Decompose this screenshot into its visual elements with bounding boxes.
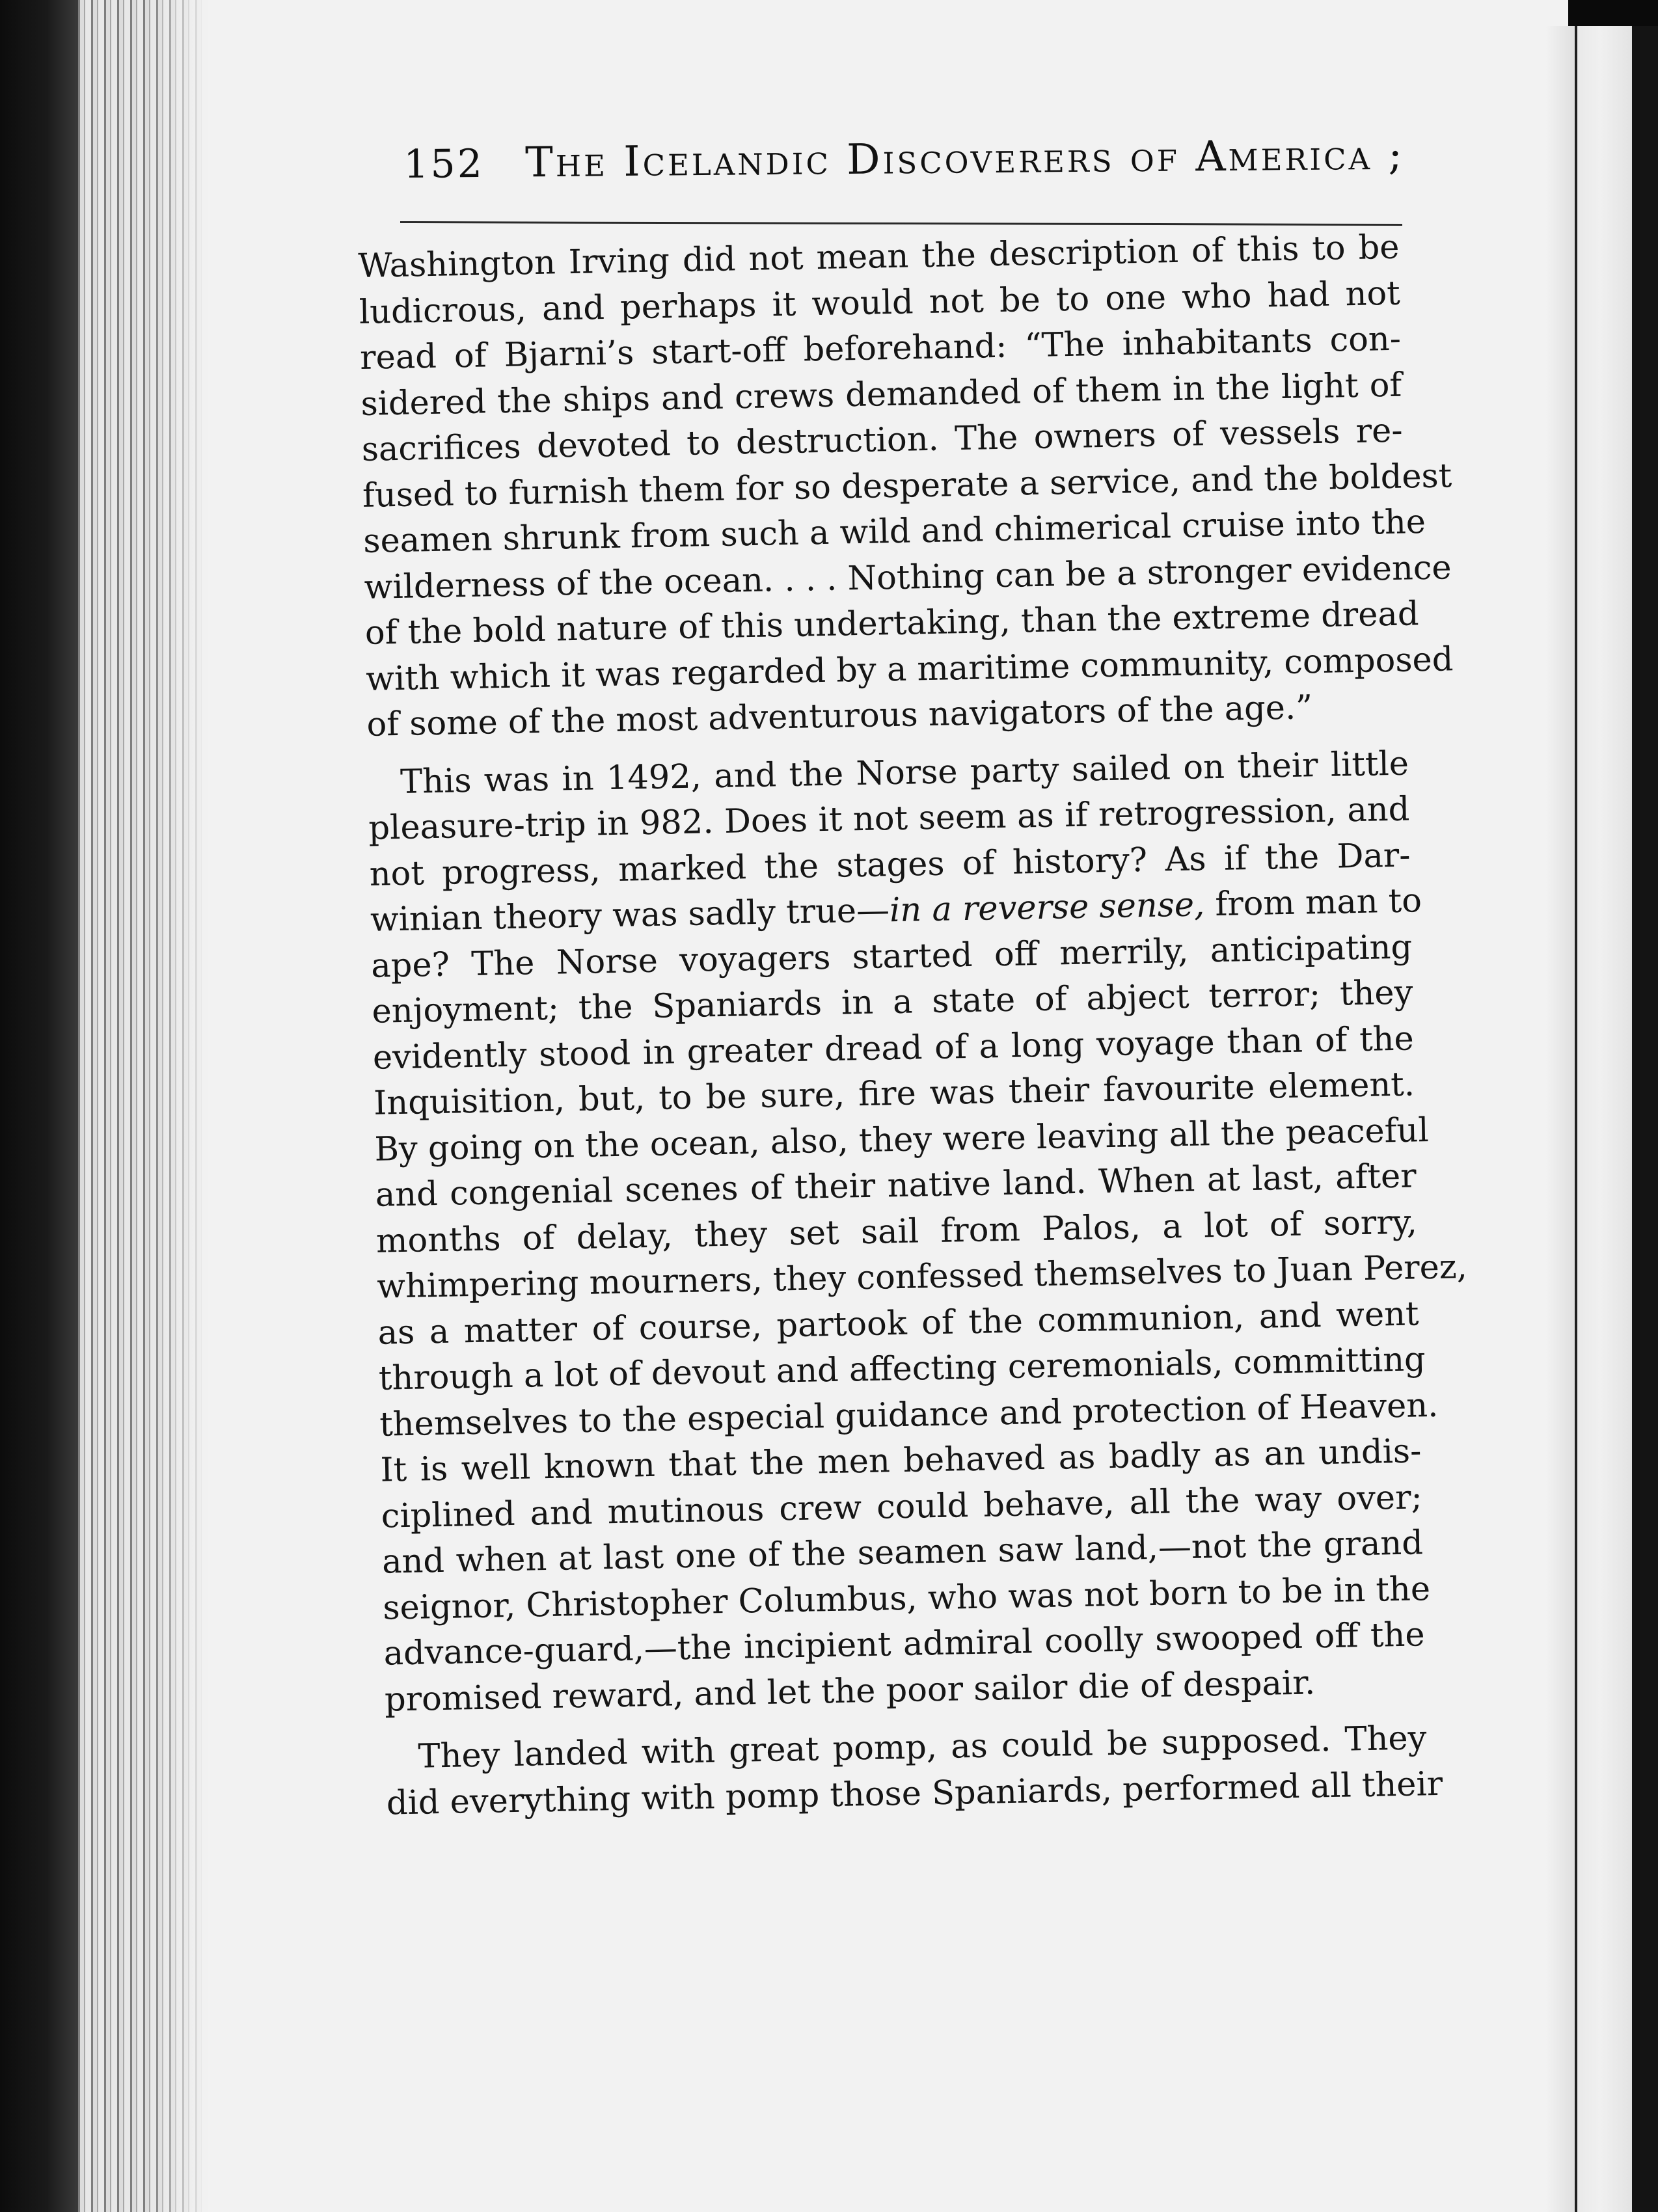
paragraph xyxy=(385,1716,1443,1826)
body-text xyxy=(358,225,1468,1827)
paragraph xyxy=(358,225,1454,749)
page-number: 152 xyxy=(403,141,485,187)
text-line: themselves to the especial guidance and protection of Heaven. xyxy=(379,1386,1439,1444)
text-line: enjoyment; the Spaniards in a state of abject terror; they xyxy=(372,973,1413,1031)
text-line: advance-guard,—the incipient admiral coolly swooped off the xyxy=(383,1615,1425,1673)
text-line: seignor, Christopher Columbus, who was not born to be in the xyxy=(382,1569,1431,1628)
gutter-shadow xyxy=(1545,26,1575,2212)
scan-border-top-right xyxy=(1568,0,1658,26)
facing-page-edge xyxy=(1575,20,1635,2212)
text-line: did everything with pomp those Spaniards, performed all their xyxy=(386,1764,1443,1823)
text-line: of the bold nature of this undertaking, than the extreme dread xyxy=(364,595,1419,653)
text-line: read of Bjarni’s start-off beforehand: “The inhabitants con- xyxy=(359,319,1402,377)
running-title: The Icelandic Discoverers of America ; xyxy=(524,131,1406,187)
line-text: They landed with great pomp, as could be supposed. They xyxy=(418,1719,1427,1776)
text-line: not progress, marked the stages of history? As if the Dar- xyxy=(369,836,1411,894)
text-line: through a lot of devout and affecting ceremonials, committing xyxy=(378,1340,1426,1398)
line-text: winian theory was sadly true— xyxy=(370,891,890,939)
scan-border-left xyxy=(0,0,78,2212)
text-line: sacrifices devoted to destruction. The owners of vessels re- xyxy=(361,411,1404,469)
text-line: as a matter of course, partook of the communion, and went xyxy=(377,1294,1419,1353)
text-line: ape? The Norse voyagers started off merrily, anticipating xyxy=(370,927,1413,986)
line-text: This was in 1492, and the Norse party sailed on their little xyxy=(400,744,1409,802)
text-line: seamen shrunk from such a wild and chimerical cruise into the xyxy=(362,503,1426,561)
text-line: months of delay, they set sail from Palos, a lot of sorry, xyxy=(375,1202,1418,1261)
text-line: It is well known that the men behaved as badly as an undis- xyxy=(380,1432,1422,1490)
text-line: pleasure-trip in 982. Does it not seem as if retrogression, and xyxy=(368,790,1410,848)
text-line: ciplined and mutinous crew could behave, all the way over; xyxy=(381,1477,1423,1536)
text-line: and congenial scenes of their native land. When at last, after xyxy=(375,1157,1417,1215)
text-line: and when at last one of the seamen saw land,—not the grand xyxy=(381,1524,1424,1582)
text-line: evidently stood in greater dread of a long voyage than of the xyxy=(372,1019,1415,1077)
text-line: Inquisition, but, to be sure, fire was their favourite element. xyxy=(373,1065,1415,1123)
text-line: By going on the ocean, also, they were leaving all the peaceful xyxy=(374,1111,1430,1169)
text-line: promised reward, and let the poor sailor die of despair. xyxy=(384,1663,1316,1720)
text-line: with which it was regarded by a maritime community, composed xyxy=(365,640,1454,699)
line-text: from man to xyxy=(1204,882,1422,924)
text-line: sidered the ships and crews demanded of them in the light of xyxy=(360,366,1402,424)
page-edge-fade xyxy=(150,0,208,2212)
text-line: whimpering mourners, they confessed themselves to Juan Perez, xyxy=(376,1248,1468,1306)
text-line: ludicrous, and perhaps it would not be to one who had not xyxy=(359,274,1401,332)
text-line: of some of the most adventurous navigators of the age.” xyxy=(366,688,1313,744)
paragraph xyxy=(368,741,1468,1723)
text-line: Washington Irving did not mean the description of this to be xyxy=(358,228,1400,286)
scan-border-right xyxy=(1632,0,1658,2212)
text-line: wilderness of the ocean. . . . Nothing can be a stronger evidence xyxy=(364,548,1452,607)
running-header xyxy=(403,131,1406,188)
italic-phrase: in a reverse sense, xyxy=(889,885,1205,930)
text-line: fused to furnish them for so desperate a service, and the boldest xyxy=(362,456,1452,515)
